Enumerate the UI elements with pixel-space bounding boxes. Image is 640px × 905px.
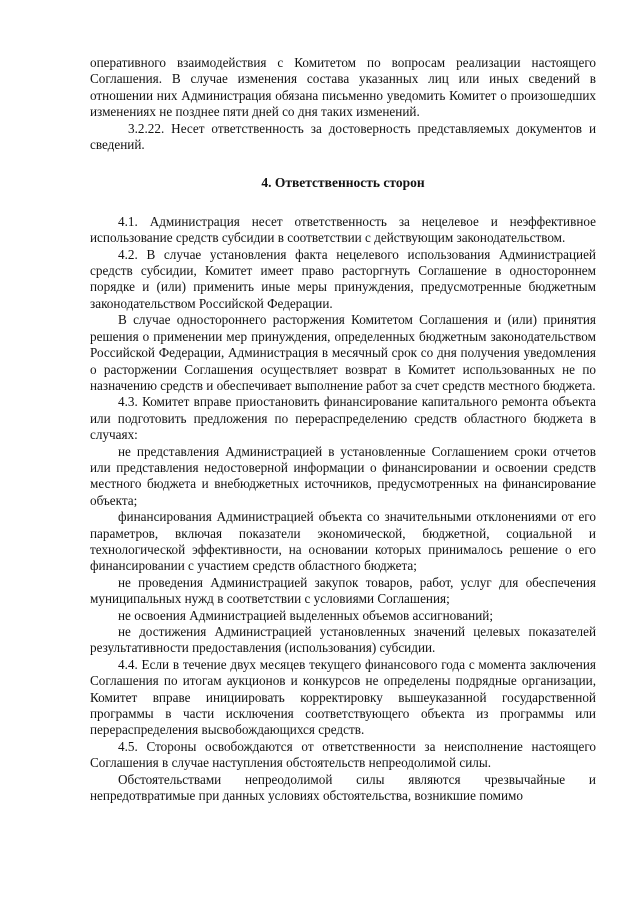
paragraph-termination: В случае одностороннего расторжения Комитетом Соглашения и (или) принятия решения о применении мер принуждения, определенных бюджетным законодательством Российской Федерации, Администрация в месячный срок со дня получения уведомления о расторжении Соглашения осуществляет возврат в Комитет использованных не по назначению средств и обеспечивает выполнение работ за счет средств местного бюджета.	[90, 312, 596, 393]
paragraph-intro-continuation: оперативного взаимодействия с Комитетом по вопросам реализации настоящего Соглашения. В случае изменения состава указанных лиц или иных сведений в отношении них Администрация обязана письменно уведомить Комитет о произошедших изменениях не позднее пяти дней со дня таких изменений.	[90, 55, 596, 120]
paragraph-case-allocations: не освоения Администрацией выделенных объемов ассигнований;	[118, 607, 493, 623]
paragraph-4-5: 4.5. Стороны освобождаются от ответственности за неисполнение настоящего Соглашения в случае наступления обстоятельств непреодолимой силы.	[90, 738, 596, 771]
paragraph-4-3: 4.3. Комитет вправе приостановить финансирование капитального ремонта объекта или подготовить предложения по перераспределению средств областного бюджета в случаях:	[90, 394, 596, 443]
paragraph-4-4: 4.4. Если в течение двух месяцев текущего финансового года с момента заключения Соглашения по итогам аукционов и конкурсов не определены подрядные организации, Комитет вправе инициировать корректировку вышеуказанной государственной программы в части исключения соответствующего объекта из программы или перераспределения высвобождающихся средств.	[90, 656, 596, 738]
paragraph-force-majeure: Обстоятельствами непреодолимой силы являются чрезвычайные и непредотвратимые при данных условиях обстоятельства, возникшие помимо	[90, 771, 596, 804]
paragraph-case-reports: не представления Администрацией в установленные Соглашением сроки отчетов или представления недостоверной информации о финансировании и освоении средств местного бюджета и внебюджетных источников, предусмотренных на финансирование объекта;	[90, 443, 596, 508]
paragraph-4-2: 4.2. В случае установления факта нецелевого использования Администрацией средств субсидии, Комитет имеет право расторгнуть Соглашение в одностороннем порядке и (или) применить иные меры принуждения, предусмотренные бюджетным законодательством Российской Федерации.	[90, 246, 596, 311]
paragraph-case-indicators: не достижения Администрацией установленных значений целевых показателей результативности предоставления (использования) субсидии.	[90, 624, 596, 656]
paragraph-case-deviations: финансирования Администрацией объекта со значительными отклонениями от его параметров, включая показатели экономической, бюджетной, социальной и технологической эффективности, на основании которых принималось решение о его финансировании с участием средств областного бюджета;	[90, 509, 596, 574]
paragraph-3-2-22: 3.2.22. Несет ответственность за достоверность представляемых документов и сведений.	[90, 120, 596, 153]
paragraph-case-procurement: не проведения Администрацией закупок товаров, работ, услуг для обеспечения муниципальных нужд в соответствии с условиями Соглашения;	[90, 574, 596, 607]
paragraph-4-1: 4.1. Администрация несет ответственность за нецелевое и неэффективное использование средств субсидии в соответствии с действующим законодательством.	[90, 213, 596, 246]
section-heading: 4. Ответственность сторон	[261, 175, 425, 191]
